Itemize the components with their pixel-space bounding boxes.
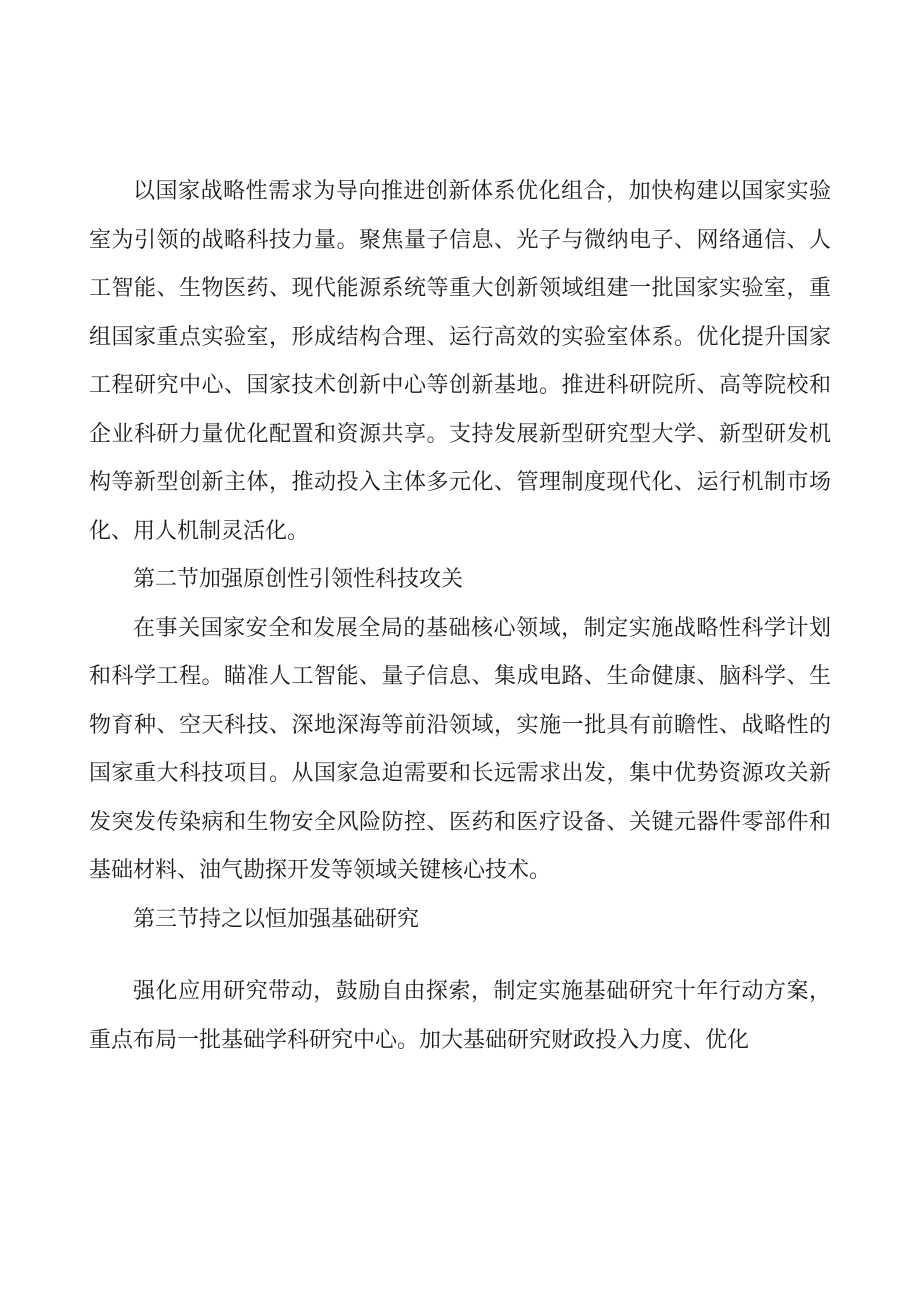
section-heading-2: 第二节加强原创性引领性科技攻关	[133, 567, 464, 592]
document-body	[89, 168, 831, 1065]
section-heading-3: 第三节持之以恒加强基础研究	[133, 906, 420, 932]
paragraph-strategic-forces: 以国家战略性需求为导向推进创新体系优化组合，加快构建以国家实验室为引领的战略科技力量。聚焦量子信息、光子与微纳电子、网络通信、人工智能、生物医药、现代能源系统等重大创新领域组建一批国家实验室，重组国家重点实验室，形成结构合理、运行高效的实验室体系。优化提升国家工程研究中心、国家技术创新中心等创新基地。推进科研院所、高等院校和企业科研力量优化配置和资源共享。支持发展新型研究型大学、新型研发机构等新型创新主体，推动投入主体多元化、管理制度现代化、运行机制市场化、用人机制灵活化。	[89, 179, 831, 544]
paragraph-basic-research: 强化应用研究带动，鼓励自由探索，制定实施基础研究十年行动方案，重点布局一批基础学科研究中心。加大基础研究财政投入力度、优化	[89, 979, 831, 1053]
paragraph-original-innovation: 在事关国家安全和发展全局的基础核心领域，制定实施战略性科学计划和科学工程。瞄准人工智能、量子信息、集成电路、生命健康、脑科学、生物育种、空天科技、深地深海等前沿领域，实施一批具有前瞻性、战略性的国家重大科技项目。从国家急迫需要和长远需求出发，集中优势资源攻关新发突发传染病和生物安全风险防控、医药和医疗设备、关键元器件零部件和基础材料、油气勘探开发等领域关键核心技术。	[89, 615, 831, 883]
